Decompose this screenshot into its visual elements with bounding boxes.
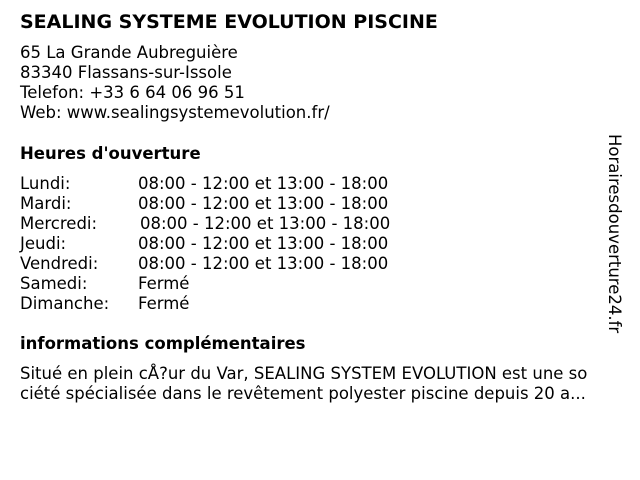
phone-number: Telefon: +33 6 64 06 96 51 bbox=[20, 83, 245, 102]
watermark-text: Horairesdouverture24.fr bbox=[605, 134, 624, 334]
description-line: ciété spécialisée dans le revêtement polyester piscine depuis 20 a... bbox=[20, 384, 586, 403]
hours-heading: Heures d'ouverture bbox=[20, 144, 201, 163]
time-value: 08:00 - 12:00 et 13:00 - 18:00 bbox=[138, 174, 389, 193]
website: Web: www.sealingsystemevolution.fr/ bbox=[20, 103, 330, 122]
business-name: SEALING SYSTEME EVOLUTION PISCINE bbox=[20, 11, 438, 33]
description-line: Situé en plein cÅ?ur du Var, SEALING SYSTEM EVOLUTION est une so bbox=[20, 364, 588, 383]
description bbox=[20, 364, 620, 404]
day-label: Samedi: bbox=[20, 274, 88, 293]
day-label: Lundi: bbox=[20, 174, 71, 193]
day-label: Vendredi: bbox=[20, 254, 99, 273]
time-value: Fermé bbox=[138, 274, 190, 293]
contact-block bbox=[20, 43, 330, 123]
day-label: Jeudi: bbox=[20, 234, 67, 253]
info-heading: informations complémentaires bbox=[20, 334, 306, 353]
address-city: 83340 Flassans-sur-Issole bbox=[20, 63, 232, 82]
time-value: 08:00 - 12:00 et 13:00 - 18:00 bbox=[138, 194, 389, 213]
time-value: 08:00 - 12:00 et 13:00 - 18:00 bbox=[138, 254, 389, 273]
day-label: Mardi: bbox=[20, 194, 72, 213]
day-label: Dimanche: bbox=[20, 294, 110, 313]
address-street: 65 La Grande Aubreguière bbox=[20, 43, 238, 62]
time-value: Fermé bbox=[138, 294, 190, 313]
day-label: Mercredi: bbox=[20, 214, 98, 233]
time-value: 08:00 - 12:00 et 13:00 - 18:00 bbox=[138, 234, 389, 253]
time-value: 08:00 - 12:00 et 13:00 - 18:00 bbox=[140, 214, 391, 233]
